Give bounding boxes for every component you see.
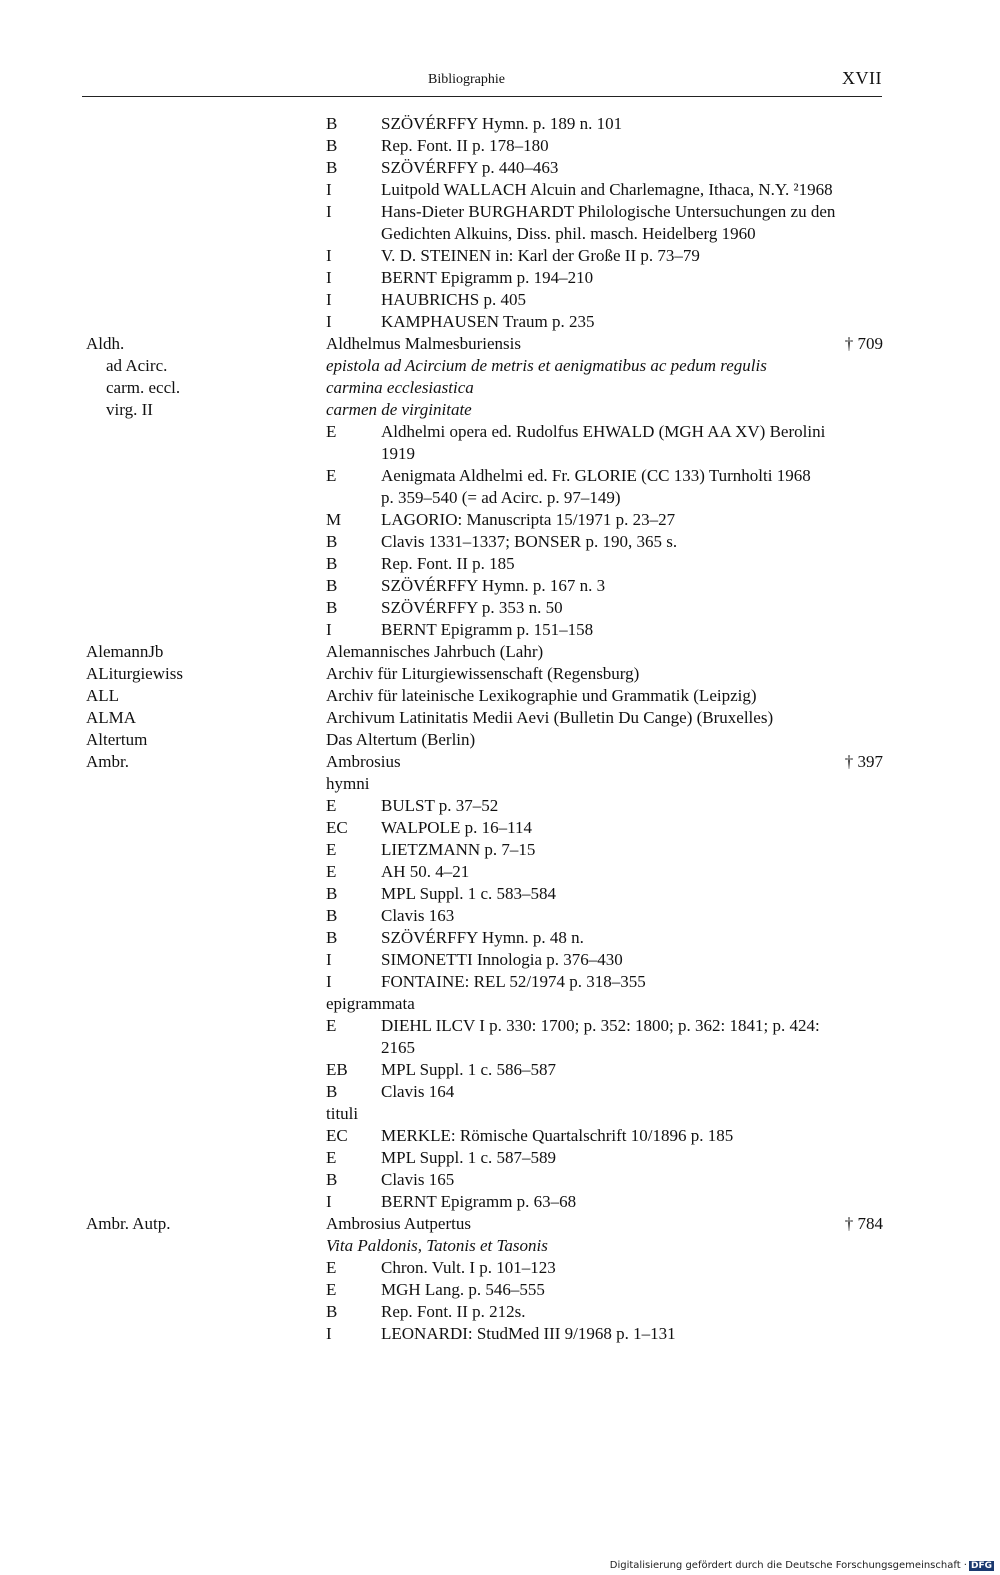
entry-type-code: B [326,598,338,617]
entry-type-code: I [326,1324,332,1343]
entry-text: MPL Suppl. 1 c. 583–584 [381,884,557,903]
entry-row [0,289,1000,311]
entry-title: Archiv für lateinische Lexikographie und Grammatik (Leipzig) [326,686,757,705]
entry-type-code: I [326,202,332,221]
entry-row [0,1323,1000,1345]
entry-text: Clavis 1331–1337; BONSER p. 190, 365 s. [381,532,678,551]
entry-text: MPL Suppl. 1 c. 586–587 [381,1060,557,1079]
entry-row [0,201,1000,245]
entry-row [0,795,1000,817]
entry-type-code: B [326,158,338,177]
entry-type-code: EB [326,1060,348,1079]
entry-type-code: I [326,290,332,309]
entry-type-code: B [326,136,338,155]
entry-text: BULST p. 37–52 [381,796,499,815]
entry-text: Clavis 165 [381,1170,455,1189]
abbreviation: ALiturgiewiss [86,664,183,683]
entry-title: tituli [326,1104,359,1123]
entry-title: Das Altertum (Berlin) [326,730,476,749]
entry-heading-row [0,663,1000,685]
footer-text: Digitalisierung gefördert durch die Deutsche Forschungsgemeinschaft · [609,1560,967,1571]
entry-title: Ambrosius [326,752,401,771]
entry-type-code: B [326,928,338,947]
entry-row [0,267,1000,289]
death-date: † 709 [844,334,883,353]
entry-row [0,1125,1000,1147]
entry-text: KAMPHAUSEN Traum p. 235 [381,312,595,331]
entry-text: SIMONETTI Innologia p. 376–430 [381,950,623,969]
entry-row [0,157,1000,179]
entry-row [0,1191,1000,1213]
entry-heading-row [0,1213,1000,1235]
entry-row [0,993,1000,1015]
entry-row [0,883,1000,905]
entry-row [0,135,1000,157]
abbreviation: Ambr. Autp. [86,1214,171,1233]
entry-type-code: B [326,1302,338,1321]
entry-title: Archiv für Liturgiewissenschaft (Regensburg) [326,664,640,683]
entry-row [0,817,1000,839]
entry-text: SZÖVÉRFFY Hymn. p. 189 n. 101 [381,114,623,133]
entry-type-code: I [326,950,332,969]
entry-type-code: B [326,1082,338,1101]
abbreviation: ALMA [86,708,137,727]
entry-row [0,1279,1000,1301]
entry-title: Aldhelmus Malmesburiensis [326,334,522,353]
entry-text: SZÖVÉRFFY p. 440–463 [381,158,559,177]
entry-title: carmina ecclesiastica [326,378,474,397]
dfg-logo: DFG [970,1561,992,1571]
entry-row [0,1169,1000,1191]
entry-type-code: B [326,884,338,903]
entry-text: V. D. STEINEN in: Karl der Große II p. 73–79 [381,246,700,265]
entry-row [0,1147,1000,1169]
entry-row [0,839,1000,861]
entry-title: epigrammata [326,994,415,1013]
entry-row [0,597,1000,619]
abbreviation: ALL [86,686,120,705]
entry-text: SZÖVÉRFFY p. 353 n. 50 [381,598,563,617]
entry-row [0,509,1000,531]
death-date: † 397 [844,752,883,771]
entry-row [0,1235,1000,1257]
entry-text: Aenigmata Aldhelmi ed. Fr. GLORIE (CC 133) Turnholti 1968 p. 359–540 (= ad Acirc. p. 97–149) [381,466,811,507]
entry-type-code: I [326,620,332,639]
entry-text: WALPOLE p. 16–114 [381,818,532,837]
entry-row [0,1257,1000,1279]
abbreviation: Ambr. [86,752,129,771]
footer-credit [610,1560,994,1571]
entry-text: Aldhelmi opera ed. Rudolfus EHWALD (MGH AA XV) Berolini 1919 [381,422,826,463]
entry-type-code: I [326,268,332,287]
entry-row [0,1059,1000,1081]
entry-row [0,245,1000,267]
abbreviation: virg. II [106,400,153,419]
entry-type-code: I [326,312,332,331]
entry-row [0,773,1000,795]
entry-title: hymni [326,774,370,793]
entry-row [0,311,1000,333]
abbreviation: AlemannJb [86,642,164,661]
entry-text: BERNT Epigramm p. 151–158 [381,620,594,639]
entry-row [0,1103,1000,1125]
entry-text: BERNT Epigramm p. 63–68 [381,1192,577,1211]
entry-text: FONTAINE: REL 52/1974 p. 318–355 [381,972,646,991]
entry-type-code: EC [326,818,348,837]
entry-row [0,531,1000,553]
entry-heading-row [0,751,1000,773]
running-title: Bibliographie [428,72,505,87]
entry-type-code: B [326,576,338,595]
entry-row [0,575,1000,597]
entry-heading-row [0,377,1000,399]
entry-type-code: E [326,1280,337,1299]
abbreviation: Aldh. [86,334,125,353]
entry-text: Rep. Font. II p. 185 [381,554,515,573]
entry-type-code: B [326,532,338,551]
entry-title: Vita Paldonis, Tatonis et Tasonis [326,1236,548,1255]
entry-text: Clavis 164 [381,1082,455,1101]
entry-text: Rep. Font. II p. 212s. [381,1302,526,1321]
entry-type-code: I [326,246,332,265]
entry-row [0,421,1000,465]
entry-heading-row [0,399,1000,421]
entry-heading-row [0,729,1000,751]
entry-text: MPL Suppl. 1 c. 587–589 [381,1148,557,1167]
entry-type-code: EC [326,1126,348,1145]
entry-type-code: M [326,510,342,529]
entry-text: SZÖVÉRFFY Hymn. p. 48 n. [381,928,584,947]
entry-text: SZÖVÉRFFY Hymn. p. 167 n. 3 [381,576,606,595]
entry-text: Hans-Dieter BURGHARDT Philologische Untersuchungen zu den Gedichten Alkuins, Diss. phil. masch. Heidelberg 1960 [381,202,836,243]
death-date: † 784 [844,1214,883,1233]
entry-text: LEONARDI: StudMed III 9/1968 p. 1–131 [381,1324,676,1343]
entry-title: Alemannisches Jahrbuch (Lahr) [326,642,544,661]
entry-title: Archivum Latinitatis Medii Aevi (Bulletin Du Cange) (Bruxelles) [326,708,774,727]
entry-row [0,971,1000,993]
entry-row [0,1015,1000,1059]
bibliography-list [0,113,1000,1345]
entry-title: epistola ad Acircium de metris et aenigmatibus ac pedum regulis [326,356,767,375]
entry-row [0,905,1000,927]
entry-row [0,861,1000,883]
page-number: XVII [842,68,882,88]
abbreviation: carm. eccl. [106,378,181,397]
entry-row [0,1301,1000,1323]
entry-type-code: B [326,554,338,573]
entry-text: DIEHL ILCV I p. 330: 1700; p. 352: 1800; p. 362: 1841; p. 424: 2165 [381,1016,820,1057]
entry-text: Rep. Font. II p. 178–180 [381,136,549,155]
entry-row [0,927,1000,949]
entry-heading-row [0,355,1000,377]
entry-type-code: E [326,796,337,815]
entry-type-code: B [326,1170,338,1189]
entry-type-code: E [326,466,337,485]
entry-type-code: I [326,180,332,199]
entry-type-code: I [326,1192,332,1211]
entry-heading-row [0,685,1000,707]
entry-row [0,465,1000,509]
entry-type-code: E [326,862,337,881]
entry-text: LIETZMANN p. 7–15 [381,840,536,859]
entry-text: BERNT Epigramm p. 194–210 [381,268,594,287]
entry-row [0,1081,1000,1103]
entry-text: HAUBRICHS p. 405 [381,290,526,309]
entry-type-code: E [326,1016,337,1035]
entry-type-code: E [326,422,337,441]
abbreviation: Altertum [86,730,148,749]
entry-row [0,619,1000,641]
entry-type-code: B [326,114,338,133]
entry-text: AH 50. 4–21 [381,862,470,881]
entry-text: Clavis 163 [381,906,455,925]
entry-row [0,179,1000,201]
entry-type-code: B [326,906,338,925]
running-header [82,70,882,97]
entry-text: Luitpold WALLACH Alcuin and Charlemagne, Ithaca, N.Y. ²1968 [381,180,833,199]
entry-text: MGH Lang. p. 546–555 [381,1280,545,1299]
abbreviation: ad Acirc. [106,356,168,375]
entry-text: LAGORIO: Manuscripta 15/1971 p. 23–27 [381,510,676,529]
entry-text: Chron. Vult. I p. 101–123 [381,1258,556,1277]
entry-type-code: I [326,972,332,991]
entry-type-code: E [326,840,337,859]
entry-title: carmen de virginitate [326,400,472,419]
entry-row [0,113,1000,135]
entry-title: Ambrosius Autpertus [326,1214,471,1233]
entry-row [0,553,1000,575]
entry-row [0,949,1000,971]
entry-text: MERKLE: Römische Quartalschrift 10/1896 p. 185 [381,1126,734,1145]
entry-type-code: E [326,1258,337,1277]
entry-heading-row [0,333,1000,355]
entry-heading-row [0,641,1000,663]
entry-type-code: E [326,1148,337,1167]
entry-heading-row [0,707,1000,729]
